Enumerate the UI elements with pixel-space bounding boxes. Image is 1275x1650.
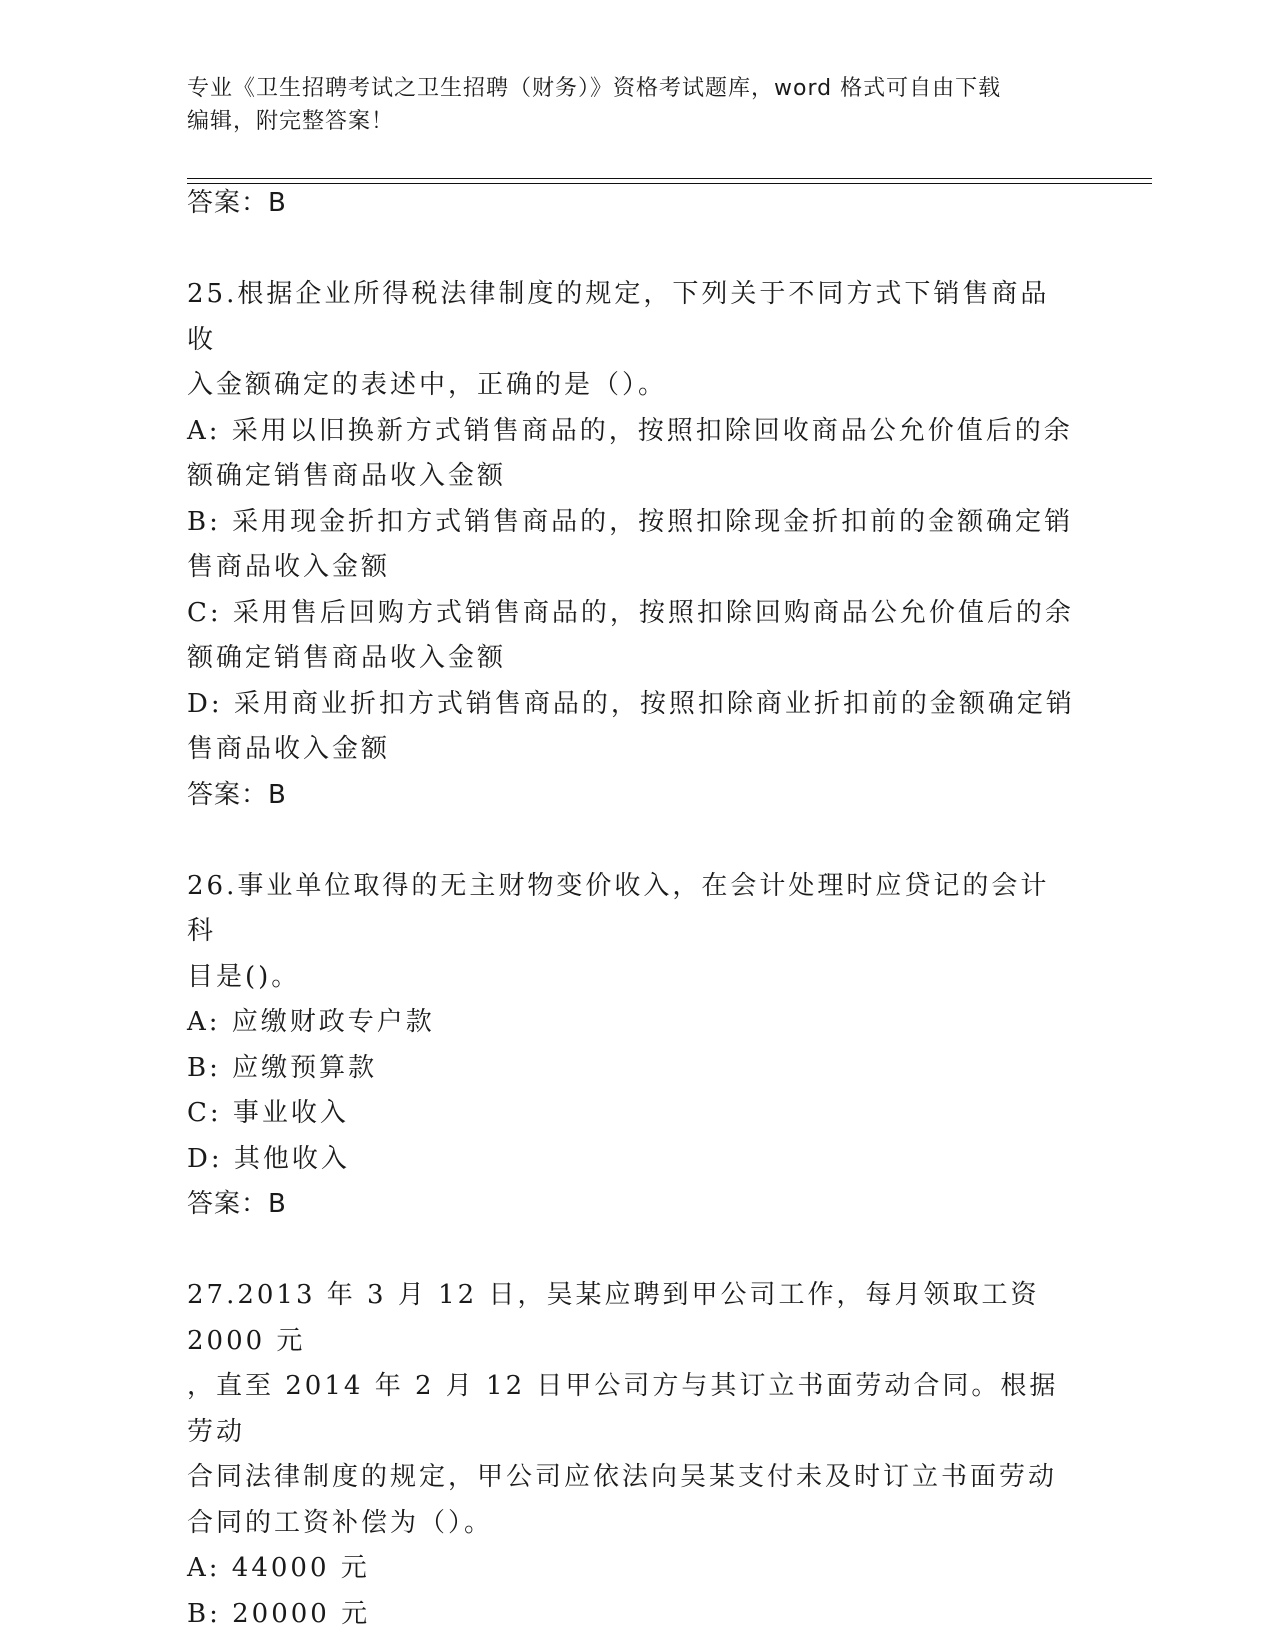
option-d-line: D: 采用商业折扣方式销售商品的，按照扣除商业折扣前的金额确定销 bbox=[187, 688, 1075, 719]
question-text-line: 合同法律制度的规定，甲公司应依法向吴某支付未及时订立书面劳动 bbox=[187, 1462, 1058, 1492]
question-text-line: ，直至 2014 年 2 月 12 日甲公司方与其订立书面劳动合同。根据劳动 bbox=[187, 1371, 1059, 1447]
question-27 bbox=[187, 1273, 1077, 1637]
question-text-line: 合同的工资补偿为（）。 bbox=[187, 1507, 494, 1538]
option-b-line: B: 采用现金折扣方式销售商品的，按照扣除现金折扣前的金额确定销 bbox=[187, 506, 1074, 537]
answer-line: 答案：B bbox=[187, 188, 287, 218]
option-c-line: C: 采用售后回购方式销售商品的，按照扣除回购商品公允价值后的余 bbox=[187, 597, 1074, 628]
option-b-line: B: 应缴预算款 bbox=[187, 1052, 378, 1083]
option-a-line: A: 44000 元 bbox=[187, 1553, 370, 1583]
option-b-line: 售商品收入金额 bbox=[187, 552, 391, 582]
question-text-line: 25.根据企业所得税法律制度的规定，下列关于不同方式下销售商品收 bbox=[187, 279, 1050, 355]
option-d-line: 售商品收入金额 bbox=[187, 734, 391, 764]
header-line-2: 编辑，附完整答案！ bbox=[187, 109, 395, 134]
option-c-line: C: 事业收入 bbox=[187, 1098, 349, 1128]
question-text-line: 26.事业单位取得的无主财物变价收入，在会计处理时应贷记的会计科 bbox=[187, 870, 1050, 946]
page-header bbox=[187, 72, 1087, 138]
option-a-line: A: 采用以旧换新方式销售商品的，按照扣除回收商品公允价值后的余 bbox=[187, 415, 1073, 446]
question-text-line: 27.2013 年 3 月 12 日，吴某应聘到甲公司工作，每月领取工资 2000 元 bbox=[187, 1280, 1040, 1356]
option-a-line: 额确定销售商品收入金额 bbox=[187, 461, 507, 491]
option-d-line: D: 其他收入 bbox=[187, 1143, 350, 1174]
option-c-line: 额确定销售商品收入金额 bbox=[187, 643, 507, 673]
header-line-1: 专业《卫生招聘考试之卫生招聘（财务）》资格考试题库，word 格式可自由下载 bbox=[187, 76, 1002, 101]
header-divider-top bbox=[187, 178, 1152, 179]
spacer bbox=[187, 1228, 1077, 1274]
spacer bbox=[187, 227, 1077, 273]
answer-line: 答案：B bbox=[187, 1189, 287, 1219]
document-body bbox=[187, 181, 1077, 1637]
question-26 bbox=[187, 864, 1077, 1228]
spacer bbox=[187, 818, 1077, 864]
question-text-line: 目是()。 bbox=[187, 961, 301, 992]
question-text-line: 入金额确定的表述中，正确的是（）。 bbox=[187, 370, 668, 400]
answer-line: 答案：B bbox=[187, 779, 287, 810]
question-25 bbox=[187, 272, 1077, 818]
option-b-line: B: 20000 元 bbox=[187, 1598, 371, 1629]
option-a-line: A: 应缴财政专户款 bbox=[187, 1007, 435, 1037]
